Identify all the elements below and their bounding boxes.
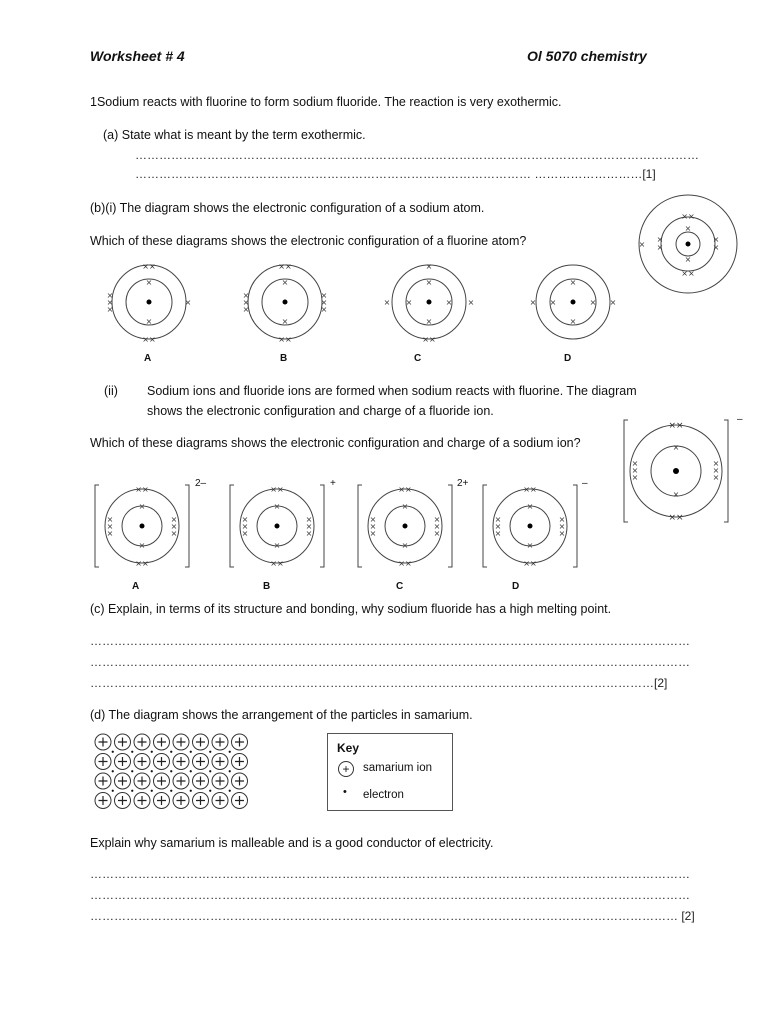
samarium-ion [95,773,111,789]
electron [131,751,133,753]
option-c-ion-label: C [396,581,404,592]
svg-text:×: × [305,522,313,531]
answer-line-c2[interactable]: …………………………………………………………………………………………………………………………………… [90,655,690,669]
svg-text:×: × [170,522,178,531]
electron [229,751,231,753]
svg-text:×: × [401,541,409,550]
svg-text:×: × [712,473,720,482]
key-electron-label: electron [363,789,404,801]
samarium-ion [212,773,228,789]
electron-icon: • [343,786,347,798]
option-d-label: D [564,353,572,364]
svg-text:×: × [383,298,391,307]
svg-text:×: × [241,522,249,531]
svg-text:××: ×× [142,335,156,344]
samarium-ion [154,793,170,809]
svg-text:×: × [241,515,249,524]
answer-line-d2[interactable]: …………………………………………………………………………………………………………………………………… [90,888,690,902]
answer-line-a2[interactable]: ……………………………………………………………………………………… ………………………[1] [135,167,656,181]
svg-text:×: × [672,490,680,499]
svg-text:×: × [638,240,646,249]
samarium-ion [95,734,111,750]
samarium-ion [115,734,131,750]
electron [209,751,211,753]
svg-text:××: ×× [398,559,412,568]
svg-text:×: × [433,515,441,524]
question-b-i: (b)(i) The diagram shows the electronic configuration of a sodium atom. [90,201,485,215]
svg-text:××: ×× [523,485,537,494]
svg-text:×: × [273,541,281,550]
svg-text:×: × [401,502,409,511]
svg-text:××: ×× [422,335,436,344]
option-b-label: B [280,353,288,364]
svg-text:××: ×× [135,559,149,568]
answer-line-d1[interactable]: …………………………………………………………………………………………………………………………………… [90,867,690,881]
svg-text:×: × [684,224,692,233]
svg-text:××: ×× [278,262,292,271]
option-d-ion[interactable] [482,484,578,568]
option-d-ion-label: D [512,581,520,592]
question-c: (c) Explain, in terms of its structure and bonding, why sodium fluoride has a high melting point. [90,602,612,616]
samarium-ion [212,793,228,809]
svg-text:×: × [281,317,289,326]
svg-text:×: × [241,529,249,538]
samarium-ion [134,754,150,770]
electron [190,770,192,772]
question-b-ii-number: (ii) [104,384,118,398]
answer-line-a1[interactable]: …………………………………………………………………………………………………………………………… [135,148,699,162]
key-title: Key [337,741,360,755]
svg-text:×: × [609,298,617,307]
course-title: Ol 5070 chemistry [527,48,647,64]
svg-text:××: ×× [278,335,292,344]
svg-text:×: × [405,298,413,307]
samarium-ion [193,754,209,770]
samarium-ion [134,734,150,750]
fluoride-ion-diagram [622,418,730,524]
samarium-ion [154,754,170,770]
question-b-ii-prompt: Which of these diagrams shows the electronic configuration and charge of a sodium ion? [90,436,581,450]
svg-text:××: ×× [142,262,156,271]
svg-text:×: × [445,298,453,307]
svg-text:×: × [320,298,328,307]
option-c-ion[interactable] [357,484,453,568]
svg-text:×: × [569,278,577,287]
svg-text:×: × [106,298,114,307]
electron [112,770,114,772]
electron [131,770,133,772]
electron [112,790,114,792]
svg-text:×: × [106,305,114,314]
svg-text:××: ×× [270,559,284,568]
svg-text:×: × [320,305,328,314]
answer-line-c1[interactable]: …………………………………………………………………………………………………………………………………… [90,634,690,648]
electron [209,770,211,772]
question-d-prompt: Explain why samarium is malleable and is a good conductor of electricity. [90,836,494,850]
svg-text:×: × [106,522,114,531]
electron [112,751,114,753]
svg-text:×: × [467,298,475,307]
option-c-label: C [414,353,422,364]
question-b-ii-line2: shows the electronic configuration and charge of a fluoride ion. [147,404,494,418]
svg-text:×: × [369,522,377,531]
answer-line-c3[interactable]: ……………………………………………………………………………………………………………………………[2] [90,676,668,690]
option-b-atom[interactable] [238,262,332,342]
svg-text:××: ×× [668,513,684,523]
electron [170,751,172,753]
option-d-charge: – [582,478,588,489]
svg-text:×: × [242,291,250,300]
svg-text:×: × [712,459,720,468]
svg-text:×: × [656,243,664,252]
electron [170,770,172,772]
svg-text:××: ×× [681,269,695,278]
option-d-atom[interactable] [526,262,620,342]
samarium-ion [193,734,209,750]
samarium-ion [232,793,248,809]
svg-text:×: × [433,529,441,538]
svg-text:××: ×× [398,485,412,494]
svg-text:×: × [672,443,680,452]
electron [190,751,192,753]
svg-text:×: × [138,541,146,550]
svg-text:×: × [369,515,377,524]
svg-text:×: × [145,278,153,287]
samarium-ion [232,754,248,770]
question-b-i-prompt: Which of these diagrams shows the electronic configuration of a fluorine atom? [90,234,527,248]
option-b-ion-label: B [263,581,271,592]
svg-text:×: × [494,522,502,531]
samarium-ion [193,793,209,809]
svg-text:××: ×× [668,421,684,431]
svg-text:×: × [631,466,639,475]
fluoride-charge: – [737,414,743,425]
question-b-ii-line1: Sodium ions and fluoride ions are formed when sodium reacts with fluorine. The diagram [147,384,637,398]
svg-text:×: × [631,473,639,482]
svg-text:×: × [558,522,566,531]
svg-text:×: × [684,255,692,264]
electron [190,790,192,792]
svg-text:×: × [494,529,502,538]
samarium-lattice-diagram [94,733,254,811]
question-d: (d) The diagram shows the arrangement of the particles in samarium. [90,708,473,722]
svg-text:××: ×× [523,559,537,568]
question-intro: 1Sodium reacts with fluorine to form sodium fluoride. The reaction is very exothermic. [90,95,562,109]
answer-line-d3[interactable]: ………………………………………………………………………………………………………………………………… [2] [90,909,695,923]
option-b-ion[interactable] [229,484,325,568]
samarium-ion [232,734,248,750]
electron [229,790,231,792]
electron [170,790,172,792]
svg-text:×: × [369,529,377,538]
samarium-ion [173,734,189,750]
svg-text:×: × [145,317,153,326]
svg-text:×: × [526,541,534,550]
samarium-ion [154,773,170,789]
electron [209,790,211,792]
samarium-ion [115,793,131,809]
option-a-ion[interactable] [94,484,190,568]
svg-text:×: × [494,515,502,524]
svg-text:×: × [712,235,720,244]
samarium-ion-icon: + [338,761,354,777]
electron [151,770,153,772]
svg-text:×: × [712,466,720,475]
svg-text:×: × [656,235,664,244]
svg-text:×: × [529,298,537,307]
svg-text:×: × [138,502,146,511]
svg-text:×: × [589,298,597,307]
svg-text:×: × [305,515,313,524]
samarium-ion [95,754,111,770]
samarium-ion [212,754,228,770]
samarium-ion [232,773,248,789]
svg-text:×: × [712,243,720,252]
question-a: (a) State what is meant by the term exothermic. [103,128,366,142]
option-a-charge: 2– [195,478,207,489]
worksheet-title: Worksheet # 4 [90,48,185,64]
option-c-charge: 2+ [457,478,469,489]
samarium-ion [154,734,170,750]
svg-text:×: × [631,459,639,468]
option-a-atom[interactable] [102,262,196,342]
svg-text:×: × [433,522,441,531]
svg-text:×: × [425,278,433,287]
samarium-ion [134,773,150,789]
electron [151,790,153,792]
svg-text:×: × [526,502,534,511]
samarium-ion [115,773,131,789]
svg-text:×: × [242,305,250,314]
option-c-atom[interactable] [382,262,476,342]
samarium-ion [212,734,228,750]
svg-text:×: × [281,278,289,287]
samarium-ion [134,793,150,809]
sodium-atom-diagram [638,194,740,296]
samarium-ion [173,754,189,770]
electron [229,770,231,772]
svg-text:×: × [170,515,178,524]
key-samarium-ion-label: samarium ion [363,762,433,774]
samarium-ion [95,793,111,809]
svg-text:×: × [558,529,566,538]
samarium-ion [173,773,189,789]
samarium-ion [115,754,131,770]
electron [131,790,133,792]
svg-text:××: ×× [135,485,149,494]
option-a-label: A [144,353,152,364]
svg-text:×: × [569,317,577,326]
svg-text:×: × [305,529,313,538]
svg-text:×: × [184,298,192,307]
svg-text:×: × [170,529,178,538]
samarium-ion [193,773,209,789]
svg-text:×: × [558,515,566,524]
svg-text:×: × [106,515,114,524]
svg-text:××: ×× [681,212,695,221]
electron [151,751,153,753]
svg-text:×: × [425,317,433,326]
svg-text:×: × [549,298,557,307]
svg-text:×: × [273,502,281,511]
option-a-ion-label: A [132,581,140,592]
svg-text:×: × [320,291,328,300]
svg-text:×: × [106,291,114,300]
svg-text:×: × [106,529,114,538]
svg-text:×: × [425,262,433,271]
samarium-ion [173,793,189,809]
svg-text:×: × [242,298,250,307]
option-b-charge: + [330,478,336,489]
key-box [327,733,453,811]
svg-text:××: ×× [270,485,284,494]
